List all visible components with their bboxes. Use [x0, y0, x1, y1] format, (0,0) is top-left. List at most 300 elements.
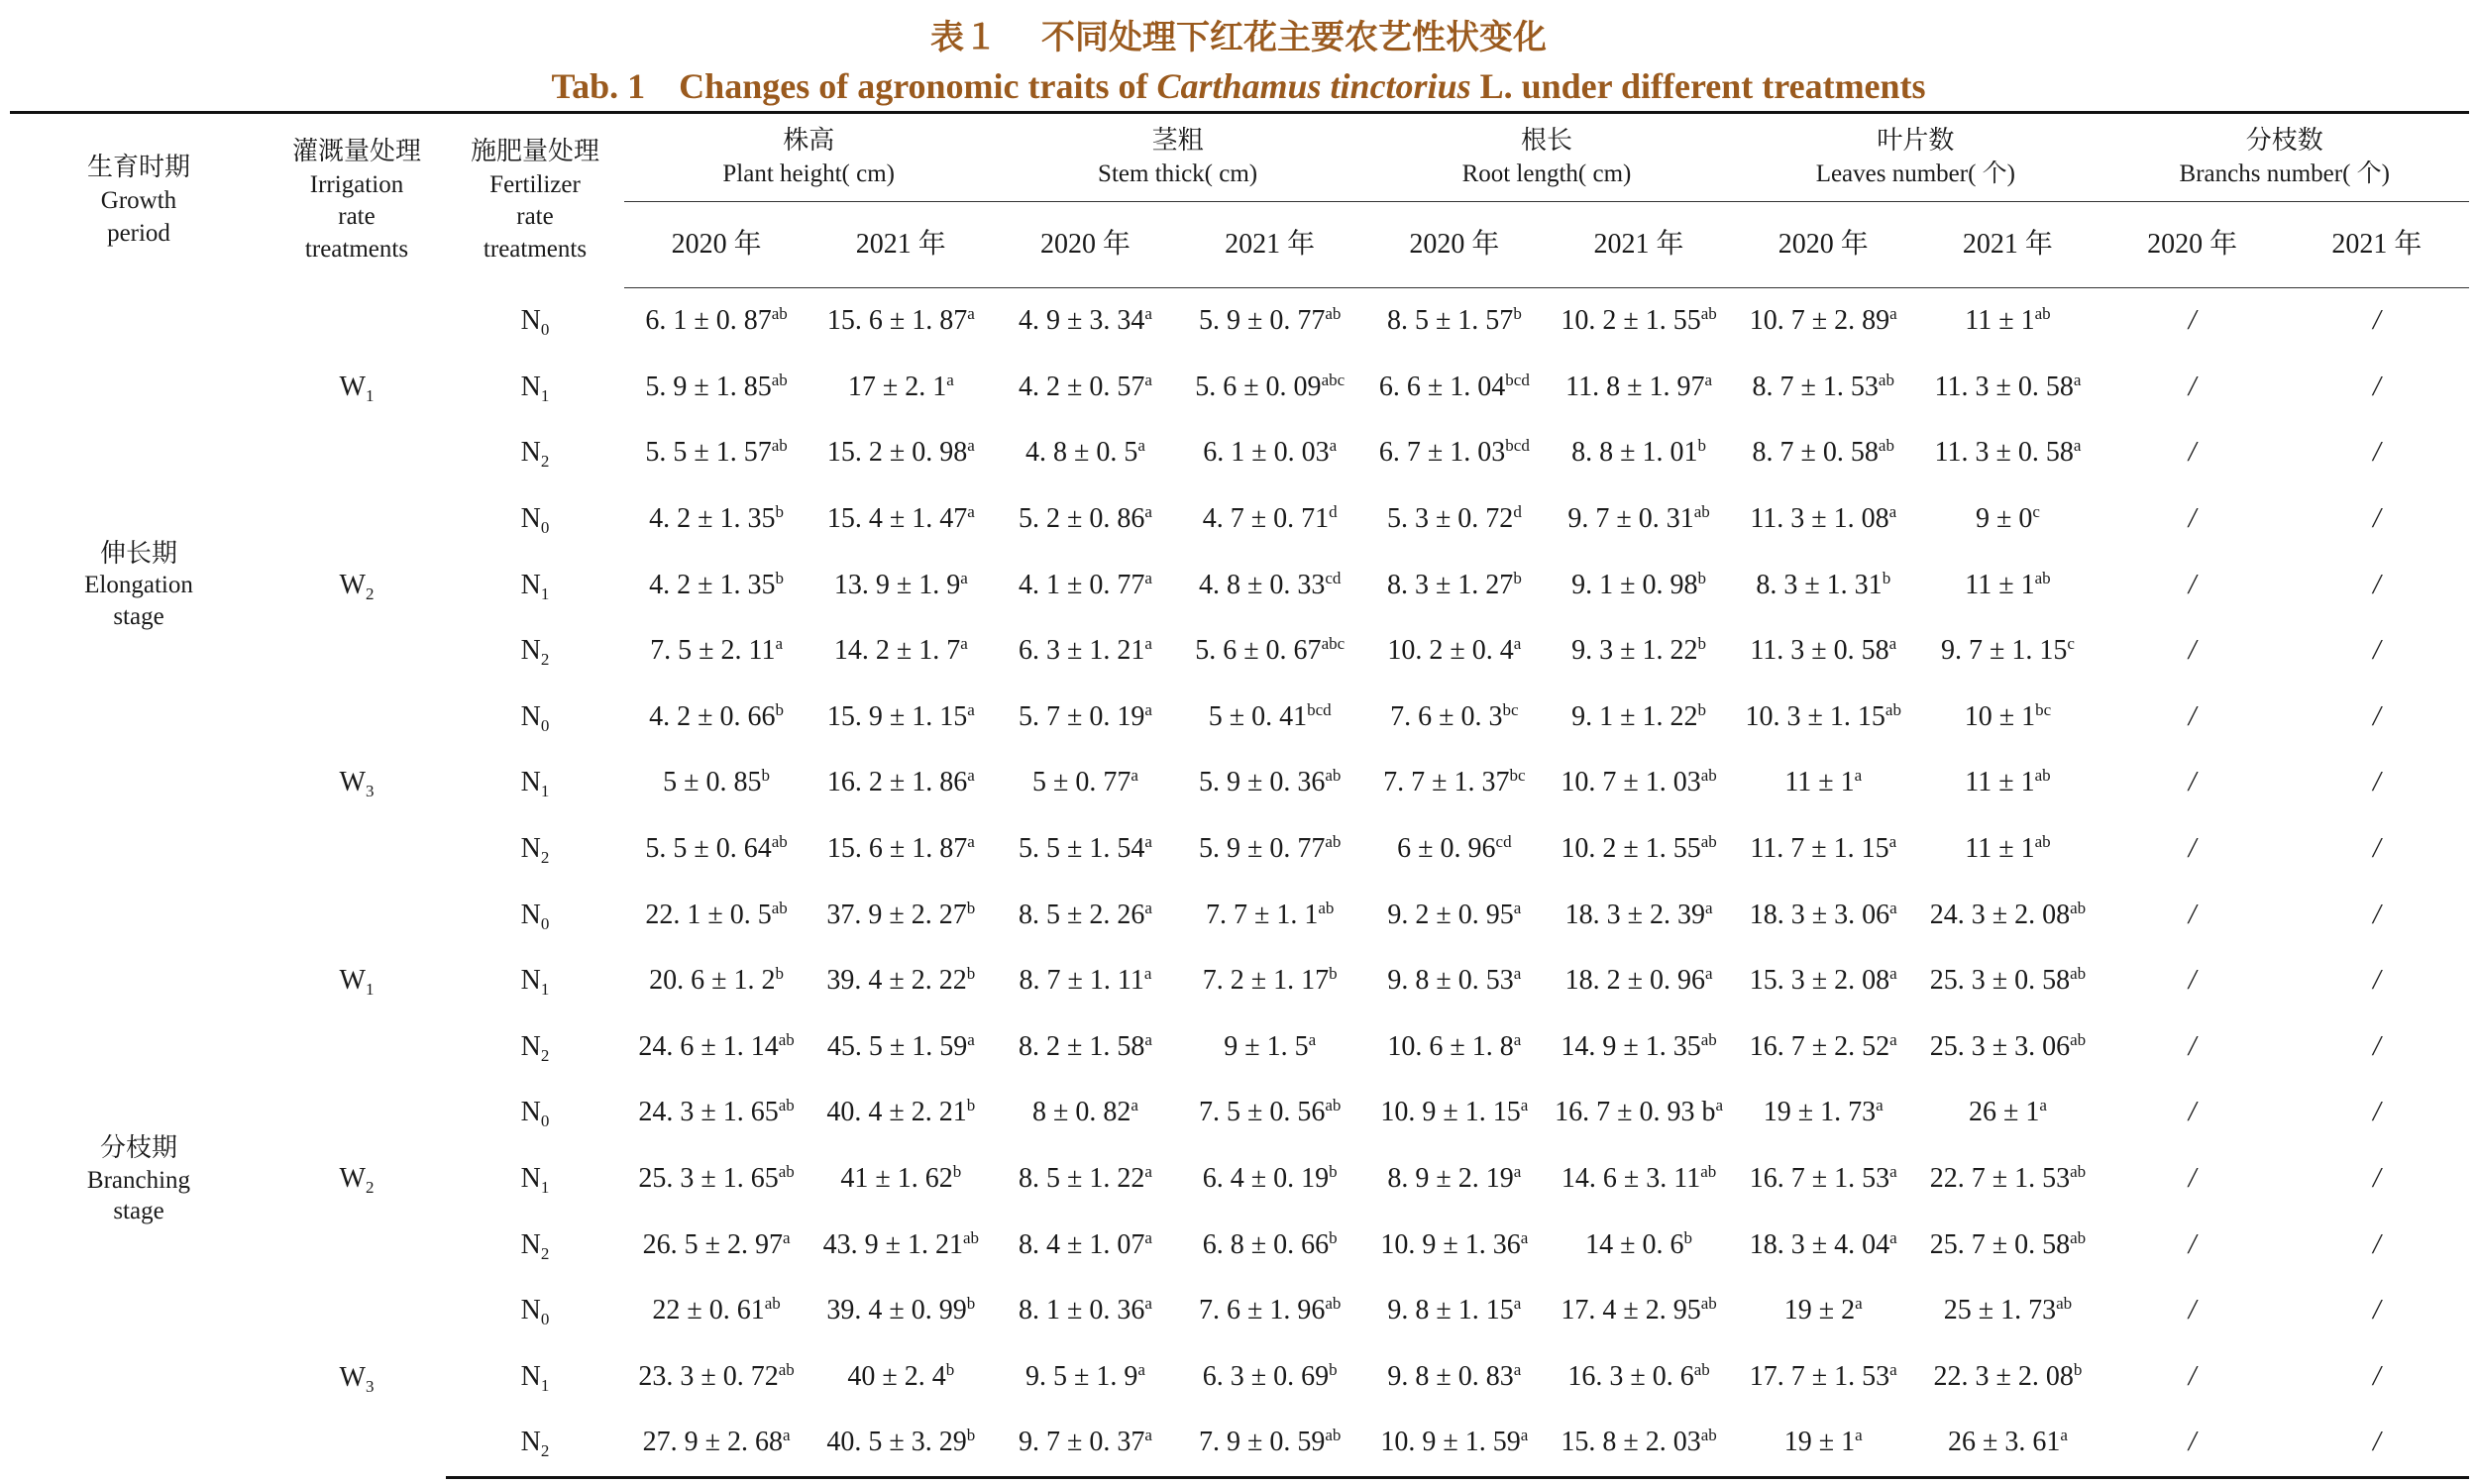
irrigation-level-base: W	[339, 767, 366, 798]
cell-value: 25 ± 1. 73	[1943, 1295, 2057, 1326]
cell-value: /	[2372, 1228, 2381, 1260]
data-cell	[1362, 288, 1547, 355]
cell-value: /	[2372, 833, 2381, 865]
cell-value: 6. 3 ± 1. 21	[1019, 635, 1145, 667]
data-cell	[1547, 882, 1731, 948]
data-cell	[993, 420, 1177, 486]
data-cell	[808, 355, 993, 421]
data-cell	[1731, 1080, 1915, 1146]
cell-value: /	[2372, 1360, 2381, 1392]
data-cell	[1547, 685, 1731, 751]
data-cell	[808, 882, 993, 948]
header-year-2020: 2020 年	[2100, 202, 2285, 288]
cell-value: 9 ± 0	[1975, 503, 2033, 535]
significance-letter: a	[1876, 1096, 1884, 1115]
irrigation-level-base: W	[339, 1163, 366, 1195]
significance-letter: a	[1854, 766, 1863, 786]
data-cell	[808, 750, 993, 816]
irrigation-level-subscript: 1	[365, 980, 375, 1000]
header-year-2021: 2021 年	[1547, 202, 1731, 288]
significance-letter: a	[1888, 634, 1897, 654]
significance-letter: a	[1888, 502, 1897, 522]
cell-value: /	[2372, 1163, 2381, 1195]
significance-letter: a	[1889, 1227, 1897, 1247]
data-cell-empty	[2285, 750, 2469, 816]
significance-letter: b	[945, 1359, 955, 1379]
cell-value: /	[2188, 305, 2197, 337]
data-cell	[624, 1080, 808, 1146]
cell-value: 15. 4 ± 1. 47	[826, 503, 968, 535]
cell-value: 9. 7 ± 1. 15	[1940, 635, 2068, 667]
data-cell	[1178, 882, 1362, 948]
significance-letter: b	[1697, 699, 1706, 719]
cell-value: 9. 7 ± 0. 31	[1567, 503, 1694, 535]
significance-letter: ab	[1325, 766, 1342, 786]
cell-value: /	[2372, 1030, 2381, 1062]
data-cell-empty	[2285, 1344, 2469, 1411]
fertilizer-level-base: N	[520, 1360, 541, 1392]
significance-letter: a	[1144, 832, 1152, 852]
cell-value: 9. 8 ± 1. 15	[1387, 1295, 1514, 1326]
cell-value: 7. 7 ± 1. 37	[1383, 767, 1510, 798]
significance-letter: b	[1329, 964, 1338, 984]
significance-letter: ab	[2070, 1162, 2087, 1182]
significance-letter: bc	[1509, 766, 1526, 786]
cell-value: 27. 9 ± 2. 68	[642, 1427, 783, 1458]
cell-value: 25. 3 ± 0. 58	[1929, 965, 2071, 997]
cell-value: 4. 8 ± 0. 5	[1025, 437, 1138, 469]
data-cell	[624, 355, 808, 421]
header-leaves-number: 叶片数 Leaves number( 个)	[1731, 113, 2100, 202]
data-cell	[1178, 552, 1362, 618]
data-cell	[808, 1344, 993, 1411]
header-root-length: 根长 Root length( cm)	[1362, 113, 1731, 202]
data-cell-empty	[2285, 420, 2469, 486]
cell-value: /	[2372, 1295, 2381, 1326]
significance-letter: ab	[778, 1162, 795, 1182]
cell-value: 18. 3 ± 3. 06	[1749, 899, 1890, 930]
data-cell	[1915, 816, 2100, 883]
cell-value: /	[2372, 569, 2381, 600]
fertilizer-level-base: N	[520, 569, 541, 600]
data-cell	[1547, 486, 1731, 553]
significance-letter: c	[2067, 634, 2075, 654]
irrigation-level-subscript: 2	[365, 583, 375, 603]
caption-cn-prefix: 表１	[930, 18, 998, 57]
cell-value: 14 ± 0. 6	[1585, 1228, 1684, 1260]
data-cell	[1915, 552, 2100, 618]
cell-value: 5. 6 ± 0. 67	[1195, 635, 1322, 667]
header-fertilizer: 施肥量处理 Fertilizer rate treatments	[446, 113, 624, 288]
data-cell	[993, 1212, 1177, 1278]
cell-value: 5. 9 ± 0. 77	[1198, 305, 1326, 337]
cell-value: /	[2372, 767, 2381, 798]
irrigation-level-base: W	[339, 965, 366, 997]
cell-value: 11 ± 1	[1965, 833, 2035, 865]
significance-letter: a	[967, 436, 975, 456]
cell-value: /	[2372, 305, 2381, 337]
fertilizer-level-cell	[446, 486, 624, 553]
header-year-2020: 2020 年	[1731, 202, 1915, 288]
data-cell	[993, 1146, 1177, 1213]
significance-letter: ab	[962, 1227, 979, 1247]
data-cell	[1547, 816, 1731, 883]
data-cell	[624, 1212, 808, 1278]
data-cell-empty	[2100, 618, 2285, 685]
significance-letter: a	[1513, 1162, 1522, 1182]
cell-value: 5. 2 ± 0. 86	[1019, 503, 1145, 535]
cell-value: 11 ± 1	[1965, 767, 2035, 798]
cell-value: 6. 1 ± 0. 03	[1203, 437, 1330, 469]
data-cell	[1915, 355, 2100, 421]
irrigation-level-subscript: 2	[365, 1178, 375, 1198]
cell-value: 11. 8 ± 1. 97	[1565, 371, 1705, 402]
data-cell	[1731, 882, 1915, 948]
data-cell-empty	[2100, 1014, 2285, 1081]
data-cell	[1731, 1146, 1915, 1213]
data-cell	[1915, 1146, 2100, 1213]
data-cell	[624, 1278, 808, 1344]
data-cell	[1178, 288, 1362, 355]
data-cell-empty	[2285, 882, 2469, 948]
irrigation-level-cell	[268, 1080, 446, 1278]
data-cell	[993, 816, 1177, 883]
growth-period-en: stage	[113, 602, 164, 630]
cell-value: 15. 9 ± 1. 15	[826, 700, 968, 732]
significance-letter: b	[1697, 436, 1706, 456]
data-cell	[1547, 948, 1731, 1014]
data-cell	[993, 1410, 1177, 1477]
fertilizer-level-base: N	[520, 1295, 541, 1326]
data-cell	[808, 552, 993, 618]
significance-letter: ab	[778, 1029, 795, 1049]
data-cell	[1731, 355, 1915, 421]
fertilizer-level-cell	[446, 355, 624, 421]
significance-letter: a	[1889, 898, 1897, 917]
fertilizer-level-base: N	[520, 899, 541, 930]
significance-letter: a	[1329, 436, 1338, 456]
cell-value: 5. 9 ± 0. 36	[1198, 767, 1326, 798]
significance-letter: a	[2039, 1096, 2047, 1115]
data-cell	[1547, 618, 1731, 685]
cell-value: 19 ± 1	[1783, 1427, 1856, 1458]
significance-letter: a	[775, 634, 784, 654]
data-cell	[808, 618, 993, 685]
cell-value: /	[2372, 371, 2381, 402]
cell-value: 15. 6 ± 1. 87	[826, 833, 968, 865]
data-cell-empty	[2100, 552, 2285, 618]
significance-letter: a	[1520, 1096, 1529, 1115]
header-year-2021: 2021 年	[1915, 202, 2100, 288]
cell-value: 8. 3 ± 1. 31	[1756, 569, 1883, 600]
irrigation-level-cell	[268, 685, 446, 883]
fertilizer-level-base: N	[520, 1030, 541, 1062]
significance-letter: ab	[1885, 699, 1901, 719]
data-cell	[1362, 1014, 1547, 1081]
data-cell-empty	[2285, 618, 2469, 685]
caption-en-species: Carthamus tinctorius	[1156, 66, 1471, 106]
significance-letter: cd	[1495, 832, 1512, 852]
cell-value: /	[2188, 1427, 2197, 1458]
data-cell	[624, 948, 808, 1014]
cell-value: /	[2372, 965, 2381, 997]
significance-letter: bc	[2035, 699, 2052, 719]
cell-value: 6. 8 ± 0. 66	[1202, 1228, 1330, 1260]
table-row	[10, 288, 2469, 355]
cell-value: /	[2188, 503, 2197, 535]
significance-letter: a	[1144, 1162, 1152, 1182]
cell-value: /	[2188, 437, 2197, 469]
growth-period-en: stage	[113, 1198, 164, 1225]
cell-value: 25. 7 ± 0. 58	[1929, 1228, 2071, 1260]
cell-value: 22. 7 ± 1. 53	[1929, 1163, 2071, 1195]
data-cell	[1731, 486, 1915, 553]
data-cell-empty	[2285, 1080, 2469, 1146]
data-cell	[1362, 486, 1547, 553]
cell-value: 9. 1 ± 0. 98	[1571, 569, 1698, 600]
data-cell	[1915, 288, 2100, 355]
cell-value: 22 ± 0. 61	[652, 1295, 765, 1326]
growth-period-en: Branching	[86, 1166, 191, 1194]
significance-letter: ab	[771, 898, 788, 917]
cell-value: 7. 6 ± 0. 3	[1390, 700, 1503, 732]
cell-value: 25. 3 ± 3. 06	[1929, 1030, 2071, 1062]
significance-letter: a	[783, 1227, 791, 1247]
fertilizer-level-subscript: 0	[540, 1310, 550, 1329]
significance-letter: b	[775, 699, 785, 719]
cell-value: 10. 2 ± 1. 55	[1561, 833, 1701, 865]
significance-letter: ab	[1700, 766, 1717, 786]
significance-letter: c	[2032, 502, 2040, 522]
growth-period-en: Elongation	[84, 572, 193, 599]
data-cell	[1915, 750, 2100, 816]
fertilizer-level-cell	[446, 1410, 624, 1477]
cell-value: 4. 2 ± 0. 57	[1019, 371, 1145, 402]
data-cell-empty	[2285, 355, 2469, 421]
cell-value: /	[2188, 1097, 2197, 1128]
significance-letter: a	[967, 766, 975, 786]
data-cell	[1547, 420, 1731, 486]
data-cell-empty	[2285, 1278, 2469, 1344]
significance-letter: b	[1513, 304, 1522, 324]
cell-value: 16. 7 ± 1. 53	[1749, 1163, 1890, 1195]
fertilizer-level-cell	[446, 618, 624, 685]
significance-letter: cd	[1325, 568, 1342, 587]
cell-value: /	[2188, 700, 2197, 732]
cell-value: /	[2188, 1228, 2197, 1260]
data-cell	[808, 948, 993, 1014]
cell-value: /	[2188, 1295, 2197, 1326]
data-cell	[1178, 1344, 1362, 1411]
significance-letter: b	[966, 1096, 976, 1115]
irrigation-level-base: W	[339, 371, 366, 402]
cell-value: 7. 9 ± 0. 59	[1198, 1427, 1326, 1458]
header-plant-height: 株高 Plant height( cm)	[624, 113, 993, 202]
data-cell	[1178, 618, 1362, 685]
fertilizer-level-subscript: 1	[540, 1178, 550, 1198]
data-table-container	[10, 111, 2469, 1479]
data-cell	[1362, 355, 1547, 421]
significance-letter: a	[1520, 1227, 1529, 1247]
cell-value: /	[2188, 899, 2197, 930]
cell-value: 26 ± 3. 61	[1947, 1427, 2061, 1458]
significance-letter: a	[1144, 370, 1152, 389]
significance-letter: a	[967, 1029, 975, 1049]
data-cell	[808, 420, 993, 486]
cell-value: /	[2372, 437, 2381, 469]
significance-letter: a	[1513, 1029, 1522, 1049]
data-cell	[1731, 948, 1915, 1014]
cell-value: 10. 3 ± 1. 15	[1745, 700, 1885, 732]
cell-value: 9. 8 ± 0. 53	[1387, 965, 1514, 997]
data-cell	[624, 618, 808, 685]
cell-value: 9. 1 ± 1. 22	[1571, 700, 1698, 732]
cell-value: 7. 5 ± 2. 11	[650, 635, 776, 667]
cell-value: 5. 6 ± 0. 09	[1195, 371, 1322, 402]
significance-letter: ab	[2070, 1227, 2087, 1247]
cell-value: 8. 1 ± 0. 36	[1019, 1295, 1145, 1326]
fertilizer-level-base: N	[520, 767, 541, 798]
fertilizer-level-subscript: 1	[540, 980, 550, 1000]
data-cell-empty	[2285, 1014, 2469, 1081]
data-cell	[1915, 1014, 2100, 1081]
data-cell	[624, 750, 808, 816]
data-cell	[1731, 288, 1915, 355]
cell-value: /	[2372, 1097, 2381, 1128]
cell-value: /	[2188, 635, 2197, 667]
cell-value: 11. 3 ± 1. 08	[1750, 503, 1889, 535]
data-cell	[1178, 1080, 1362, 1146]
data-cell	[1915, 685, 2100, 751]
data-cell	[1178, 355, 1362, 421]
significance-letter: b	[1513, 568, 1522, 587]
significance-letter: a	[1131, 1096, 1138, 1115]
significance-letter: ab	[2034, 304, 2051, 324]
cell-value: 23. 3 ± 0. 72	[638, 1360, 779, 1392]
data-cell	[624, 420, 808, 486]
cell-value: 5. 7 ± 0. 19	[1019, 700, 1145, 732]
cell-value: 8. 7 ± 1. 11	[1019, 965, 1144, 997]
significance-letter: ab	[2070, 898, 2087, 917]
cell-value: 26. 5 ± 2. 97	[642, 1228, 783, 1260]
fertilizer-level-cell	[446, 552, 624, 618]
fertilizer-level-cell	[446, 1278, 624, 1344]
data-cell	[993, 288, 1177, 355]
significance-letter: a	[967, 304, 975, 324]
fertilizer-level-subscript: 0	[540, 715, 550, 735]
cell-value: 8. 2 ± 1. 58	[1019, 1030, 1145, 1062]
significance-letter: ab	[771, 304, 788, 324]
data-cell	[1178, 816, 1362, 883]
significance-letter: ab	[1700, 832, 1717, 852]
data-cell	[808, 1080, 993, 1146]
cell-value: 5. 5 ± 1. 54	[1019, 833, 1145, 865]
cell-value: /	[2372, 700, 2381, 732]
cell-value: 10. 7 ± 1. 03	[1561, 767, 1701, 798]
data-cell	[1178, 750, 1362, 816]
data-cell	[808, 1278, 993, 1344]
data-cell	[808, 486, 993, 553]
data-cell	[993, 486, 1177, 553]
fertilizer-level-subscript: 1	[540, 1375, 550, 1395]
significance-letter: a	[2073, 436, 2082, 456]
data-cell	[1731, 1014, 1915, 1081]
header-stem-thick: 茎粗 Stem thick( cm)	[993, 113, 1361, 202]
fertilizer-level-cell	[446, 750, 624, 816]
cell-value: 10. 2 ± 0. 4	[1387, 635, 1514, 667]
significance-letter: b	[1697, 634, 1706, 654]
significance-letter: ab	[2070, 1029, 2087, 1049]
cell-value: 18. 2 ± 0. 96	[1564, 965, 1705, 997]
cell-value: 5. 5 ± 0. 64	[645, 833, 772, 865]
cell-value: 6. 6 ± 1. 04	[1378, 371, 1506, 402]
irrigation-level-base: W	[339, 1361, 366, 1393]
cell-value: 40. 5 ± 3. 29	[826, 1427, 967, 1458]
data-cell-empty	[2100, 1344, 2285, 1411]
fertilizer-level-subscript: 1	[540, 385, 550, 405]
data-cell-empty	[2100, 1080, 2285, 1146]
significance-letter: a	[1520, 1426, 1529, 1445]
data-cell	[1362, 420, 1547, 486]
significance-letter: a	[967, 699, 975, 719]
cell-value: 45. 5 ± 1. 59	[826, 1030, 968, 1062]
table-row	[10, 486, 2469, 553]
significance-letter: a	[1704, 964, 1713, 984]
data-cell	[1178, 1014, 1362, 1081]
significance-letter: a	[1704, 370, 1712, 389]
cell-value: /	[2372, 635, 2381, 667]
significance-letter: ab	[1700, 1162, 1717, 1182]
cell-value: 5 ± 0. 85	[663, 767, 762, 798]
header-irrigation: 灌溉量处理 Irrigation rate treatments	[268, 113, 446, 288]
fertilizer-level-cell	[446, 816, 624, 883]
significance-letter: a	[1889, 1359, 1897, 1379]
cell-value: 20. 6 ± 1. 2	[649, 965, 776, 997]
significance-letter: ab	[1325, 1096, 1342, 1115]
fertilizer-level-base: N	[520, 635, 541, 667]
significance-letter: ab	[1878, 436, 1894, 456]
significance-letter: a	[960, 568, 968, 587]
fertilizer-level-base: N	[520, 503, 541, 535]
significance-letter: a	[967, 832, 975, 852]
fertilizer-level-subscript: 2	[540, 1441, 550, 1461]
significance-letter: a	[1144, 568, 1152, 587]
fertilizer-level-cell	[446, 882, 624, 948]
data-cell	[1178, 1278, 1362, 1344]
significance-letter: ab	[1693, 502, 1710, 522]
cell-value: 10. 9 ± 1. 15	[1380, 1097, 1521, 1128]
significance-letter: ab	[1325, 304, 1342, 324]
cell-value: 26 ± 1	[1968, 1097, 2040, 1128]
significance-letter: ab	[2034, 766, 2051, 786]
cell-value: 24. 3 ± 2. 08	[1929, 899, 2071, 930]
data-cell-empty	[2100, 1278, 2285, 1344]
fertilizer-level-cell	[446, 1014, 624, 1081]
cell-value: 9 ± 1. 5	[1224, 1030, 1309, 1062]
cell-value: /	[2188, 965, 2197, 997]
significance-letter: a	[2060, 1426, 2068, 1445]
data-cell	[808, 1410, 993, 1477]
data-cell	[993, 948, 1177, 1014]
data-cell	[993, 685, 1177, 751]
cell-value: 9. 2 ± 0. 95	[1387, 899, 1514, 930]
data-cell	[1731, 1212, 1915, 1278]
cell-value: 16. 3 ± 0. 6	[1567, 1360, 1694, 1392]
data-cell-empty	[2100, 750, 2285, 816]
cell-value: 4. 2 ± 1. 35	[649, 569, 776, 600]
fertilizer-level-base: N	[520, 371, 541, 402]
cell-value: 16. 7 ± 2. 52	[1749, 1030, 1890, 1062]
